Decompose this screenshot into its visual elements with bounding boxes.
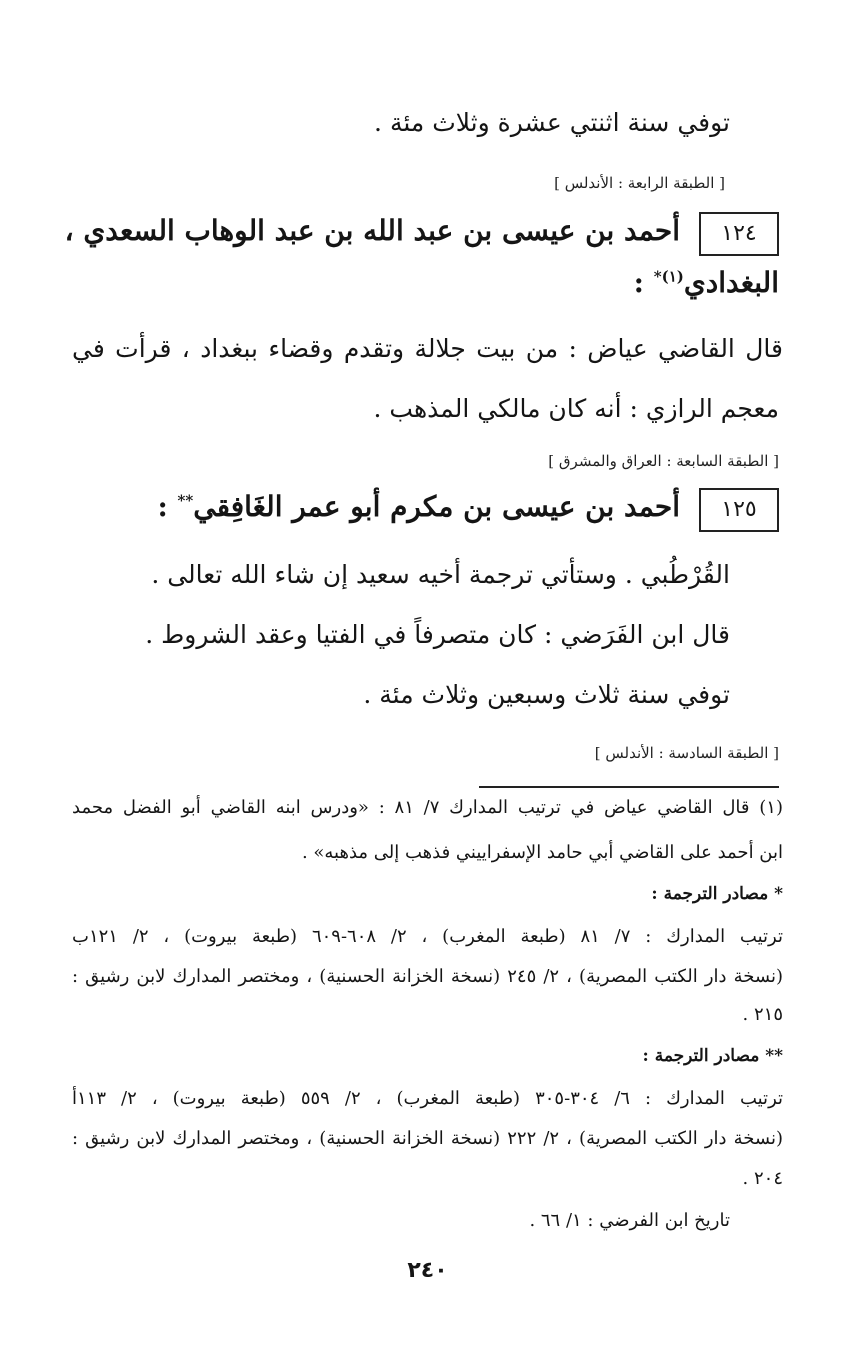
sources-2-line1: ترتيب المدارك : ٦/ ٣٠٤-٣٠٥ (طبعة المغرب) ، ٢/ ٥٥٩ (طبعة بيروت) ، ٢/ ١١٣أ xyxy=(72,1088,784,1109)
sources-2-line3: ٢٠٤ . xyxy=(742,1168,783,1189)
sources-1-title: * مصادر الترجمة : xyxy=(651,884,783,904)
entry-number-125: ١٢٥ xyxy=(699,488,779,532)
footnote-marker: ** xyxy=(177,491,194,510)
sources-1-line1: ترتيب المدارك : ٧/ ٨١ (طبعة المغرب) ، ٢/ ٦٠٨-٦٠٩ (طبعة بيروت) ، ٢/ ١٢١ب xyxy=(72,926,783,947)
section-tag-andalus-6: [ الطبقة السادسة : الأندلس ] xyxy=(594,744,779,762)
entry-124-heading-line1: أحمد بن عيسى بن عبد الله بن عبد الوهاب السعدي ، xyxy=(64,214,680,247)
section-tag-iraq-7: [ الطبقة السابعة : العراق والمشرق ] xyxy=(548,452,779,470)
sources-1-line3: ٢١٥ . xyxy=(742,1004,783,1025)
entry-124-text-line1: قال القاضي عياض : من بيت جلالة وتقدم وقضاء ببغداد ، قرأت في xyxy=(72,334,783,363)
entry-125-text-line1: القُرْطُبي . وستأتي ترجمة أخيه سعيد إن شاء الله تعالى . xyxy=(151,560,730,589)
page-number: ٢٤٠ xyxy=(407,1258,448,1283)
section-tag-andalus-4: [ الطبقة الرابعة : الأندلس ] xyxy=(554,174,725,192)
sources-2-line2: (نسخة دار الكتب المصرية) ، ٢/ ٢٢٢ (نسخة الخزانة الحسنية) ، ومختصر المدارك لابن رشيق : xyxy=(72,1128,783,1149)
entry-125-text-line3: توفي سنة ثلاث وسبعين وثلاث مئة . xyxy=(363,680,730,709)
footnote-marker: (١)* xyxy=(653,267,684,286)
sources-1-line2: (نسخة دار الكتب المصرية) ، ٢/ ٢٤٥ (نسخة الخزانة الحسنية) ، ومختصر المدارك لابن رشيق : xyxy=(72,966,783,987)
sources-2-title: ** مصادر الترجمة : xyxy=(642,1046,783,1066)
footnote-1-line2: ابن أحمد على القاضي أبي حامد الإسفراييني فذهب إلى مذهبه» . xyxy=(301,842,783,863)
entry-124-text-line2: معجم الرازي : أنه كان مالكي المذهب . xyxy=(373,394,779,423)
entry-number-124: ١٢٤ xyxy=(699,212,779,256)
death-year-line: توفي سنة اثنتي عشرة وثلاث مئة . xyxy=(374,108,730,137)
footnote-1-line1: (١) قال القاضي عياض في ترتيب المدارك ٧/ ٨١ : «ودرس ابنه القاضي أبو الفضل محمد xyxy=(72,797,783,818)
entry-125-text-line2: قال ابن الفَرَضي : كان متصرفاً في الفتيا وعقد الشروط . xyxy=(145,620,730,649)
sources-2-line4: تاريخ ابن الفرضي : ١/ ٦٦ . xyxy=(529,1210,730,1231)
footnote-separator xyxy=(479,786,779,788)
entry-124-heading-line2: البغدادي$^{(١)*}$ : xyxy=(633,266,779,299)
entry-125-heading: أحمد بن عيسى بن مكرم أبو عمر الغَافِقي** : xyxy=(157,490,680,523)
